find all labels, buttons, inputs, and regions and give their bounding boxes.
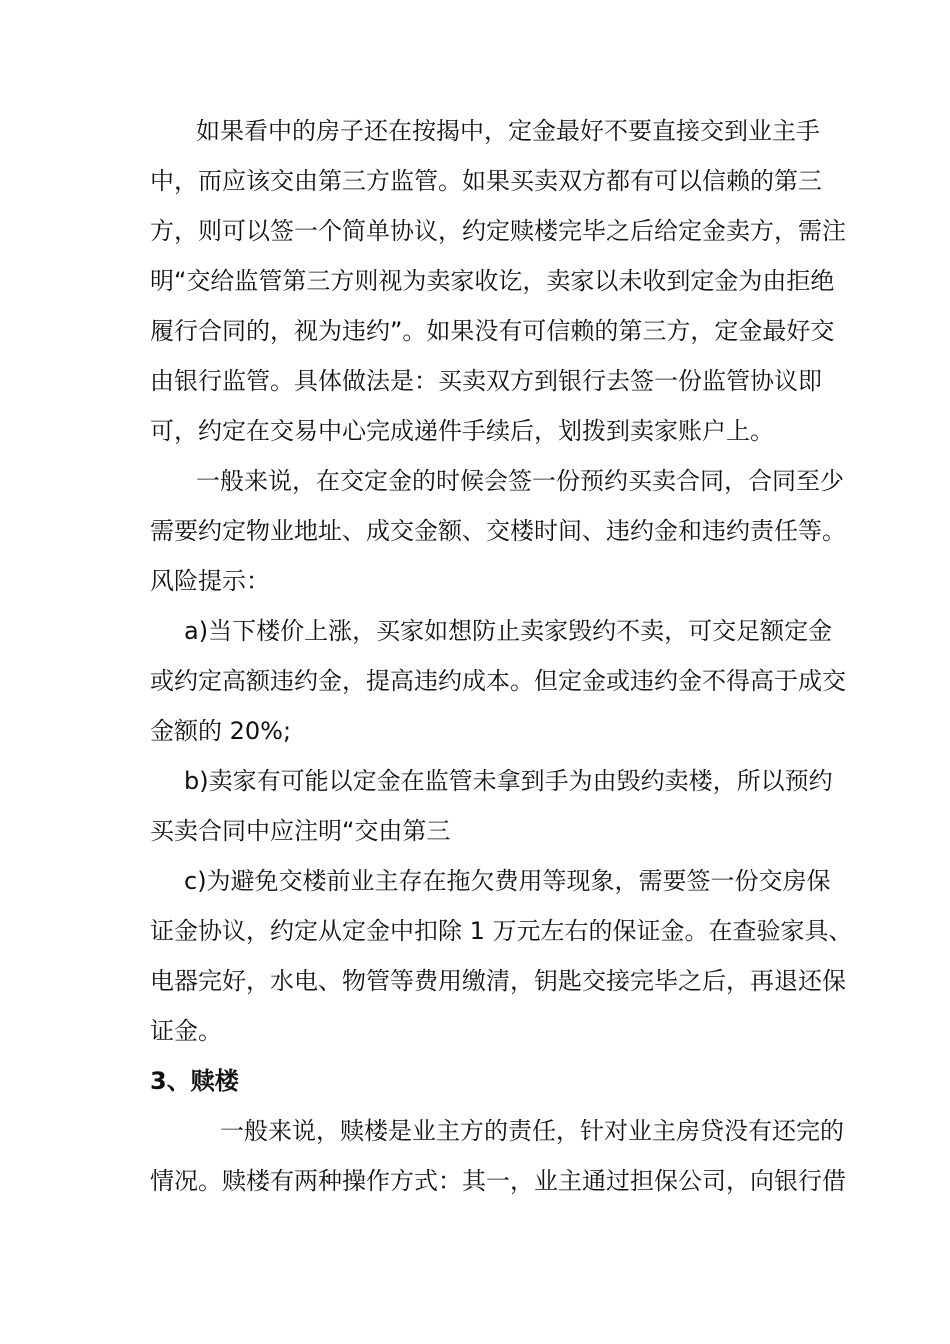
text-line: 或约定高额违约金，提高违约成本。但定金或违约金不得高于成交 [150,667,846,695]
text-line: 金额的 20%; [150,717,292,745]
text-line: 可，约定在交易中心完成递件手续后，划拨到卖家账户上。 [150,417,774,445]
text-line: 情况。赎楼有两种操作方式：其一，业主通过担保公司，向银行借 [150,1167,846,1195]
text-line: 需要约定物业地址、成交金额、交楼时间、违约金和违约责任等。 [150,517,846,545]
text-line: 电器完好，水电、物管等费用缴清，钥匙交接完毕之后，再退还保 [150,967,846,995]
text-line: 中，而应该交由第三方监管。如果买卖双方都有可以信赖的第三 [150,167,822,195]
text-line: 由银行监管。具体做法是：买卖双方到银行去签一份监管协议即 [150,367,822,395]
text-line: 证金协议，约定从定金中扣除 1 万元左右的保证金。在查验家具、 [150,917,853,945]
text-line: 风险提示： [150,567,270,595]
section-heading: 3、赎楼 [150,1067,239,1095]
text-line: 明“交给监管第三方则视为卖家收讫，卖家以未收到定金为由拒绝 [150,267,835,295]
text-line: 一般来说，在交定金的时候会签一份预约买卖合同，合同至少 [196,467,844,495]
text-line: 一般来说，赎楼是业主方的责任，针对业主房贷没有还完的 [220,1117,844,1145]
text-line: 方，则可以签一个简单协议，约定赎楼完毕之后给定金卖方，需注 [150,217,846,245]
text-line: 证金。 [150,1017,222,1045]
text-line: 履行合同的，视为违约”。如果没有可信赖的第三方，定金最好交 [150,317,835,345]
text-line: 如果看中的房子还在按揭中，定金最好不要直接交到业主手 [196,117,820,145]
text-line: 买卖合同中应注明“交由第三 [150,817,451,845]
text-line: b)卖家有可能以定金在监管未拿到手为由毁约卖楼，所以预约 [184,767,833,795]
text-line: a)当下楼价上涨，买家如想防止卖家毁约不卖，可交足额定金 [184,617,833,645]
text-line: c)为避免交楼前业主存在拖欠费用等现象，需要签一份交房保 [184,867,831,895]
